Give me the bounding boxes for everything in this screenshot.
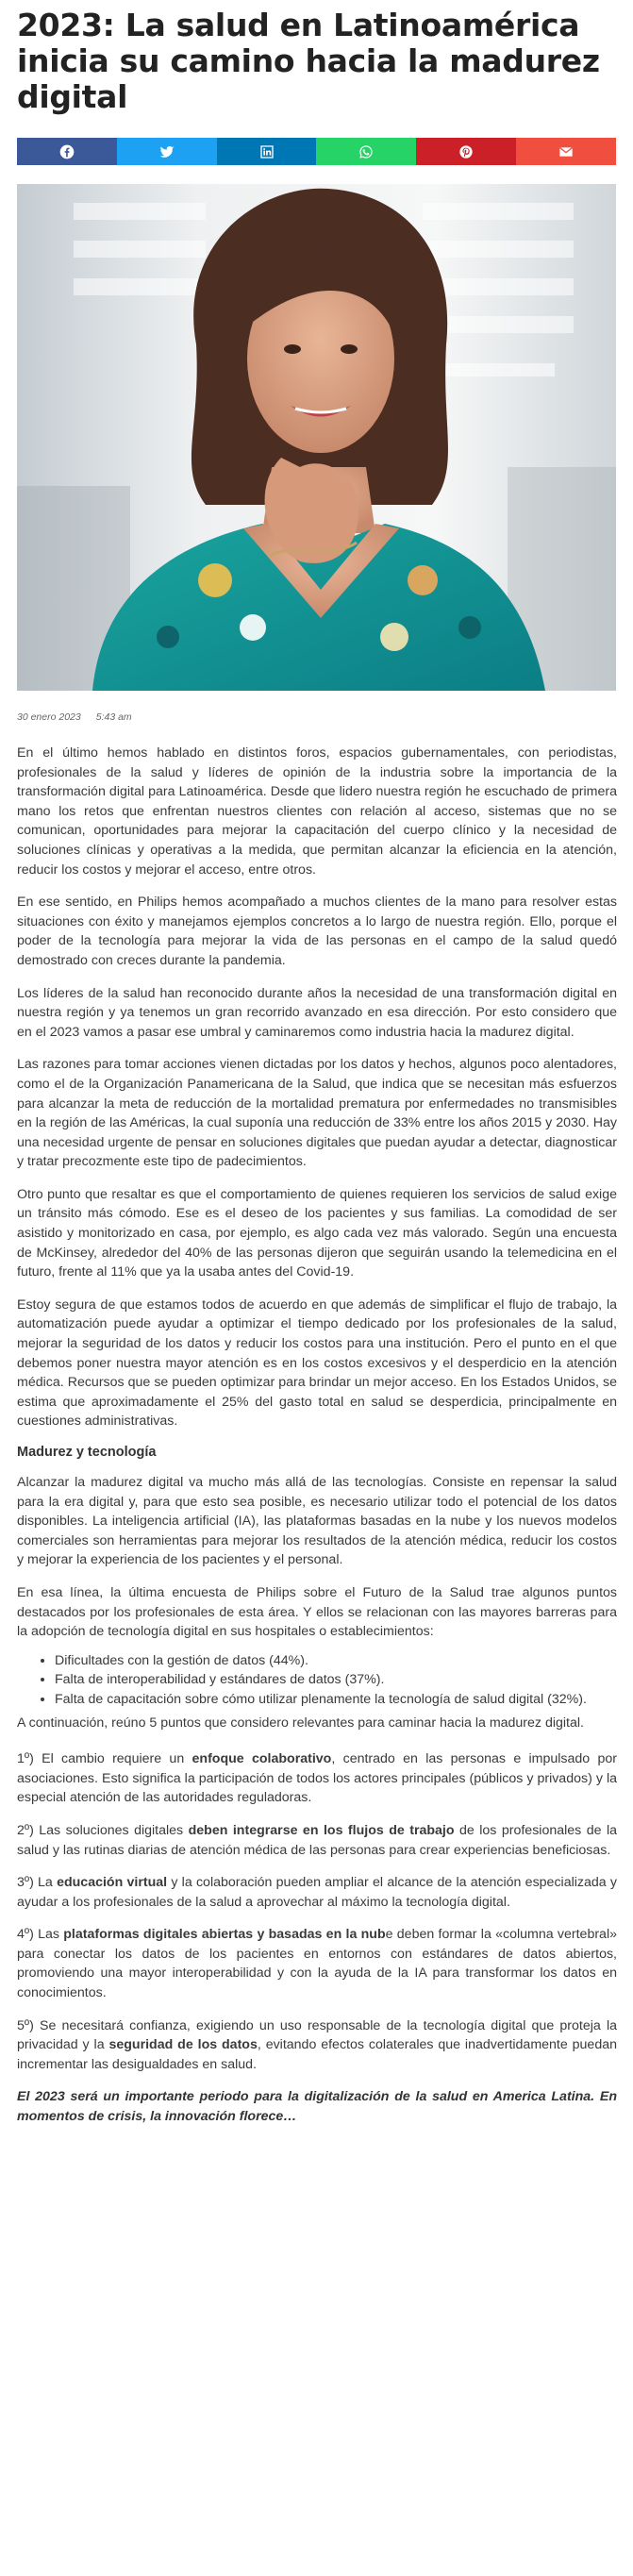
paragraph: En esa línea, la última encuesta de Philips sobre el Futuro de la Salud trae algunos puntos destacados por los profesionales de esta área. Y ellos se relacionan con las mayores barreras para la adopción de tecnología digital en sus hospitales o establecimientos: (17, 1584, 617, 1640)
paragraph: En el último hemos hablado en distintos foros, espacios gubernamentales, con periodistas, profesionales de la salud y líderes de opinión de la industria sobre la importancia de la transformación digital para Latinoamérica. Desde que lidero nuestra región he escuchado de primera mano los retos que enfrentan nuestros clientes con relación al acceso, sistemas que no se comunican, oportunidades para mejorar la capacitación del cuerpo clínico y la necesidad de soluciones clínicas y operativas a la medida, que permitan alcanzar la eficiencia en la atención, reducir los costos y mejorar el acceso, entre otros. (17, 745, 617, 878)
share-bar (17, 138, 616, 165)
article-date: 30 enero 2023 (17, 711, 81, 723)
twitter-icon (159, 144, 175, 159)
article-body (17, 744, 617, 2127)
paragraph: En ese sentido, en Philips hemos acompañado a muchos clientes de la mano para resolver estas situaciones con éxito y manejamos ejemplos concretos a lo largo de nuestra región. Ello, porque el poder de la tecnología para mejorar la vida de las personas en el campo de la salud quedó demostrado con creces durante la pandemia. (17, 895, 617, 968)
point-highlight: enfoque colaborativo (192, 1751, 332, 1767)
share-linkedin-button[interactable] (217, 138, 317, 165)
facebook-icon (59, 144, 75, 159)
list-item: • Falta de interoperabilidad y estándares de datos (37%). (55, 1670, 617, 1690)
point-1 (17, 1749, 617, 1808)
point-highlight: seguridad de los datos (108, 2037, 258, 2053)
article-hero-photo (17, 184, 616, 691)
article-time: 5:43 am (95, 711, 132, 723)
point-text: , evitando efectos colaterales que inadvertidamente puedan incrementar las desigualdades en salud. (17, 2037, 617, 2072)
point-text: y la colaboración pueden ampliar el alcance de la atención especializada y ayudar a los profesionales de la salud a aprovechar al máximo la tecnología digital. (17, 1875, 617, 1910)
point-2 (17, 1821, 617, 1860)
point-text: e deben formar la «columna vertebral» para conectar los datos de los pacientes en entornos con estándares de datos abiertos, promoviendo una mayor interoperabilidad y con la ayuda de la IA para transformar los datos en conocimientos. (17, 1927, 617, 2001)
share-facebook-button[interactable] (17, 138, 117, 165)
point-highlight: educación virtual (57, 1875, 168, 1891)
whatsapp-icon (358, 144, 374, 159)
point-text: 2º) Las soluciones digitales (17, 1822, 189, 1838)
point-text: 3º) La (17, 1875, 58, 1891)
pinterest-icon (458, 144, 474, 159)
paragraph: Las razones para tomar acciones vienen dictadas por los datos y hechos, algunos poco alentadores, como el de la Organización Panamericana de la Salud, que indica que se necesitan más esfuerzos para alcanzar la meta de reducción de la mortalidad prematura por enfermedades no transmisibles en la región de las Américas, la cual suponía una reducción de 33% entre los años 2015 y 2030. Hay una necesidad urgente de pensar en soluciones digitales que puedan ayudar a detectar, diagnosticar y tratar precozmente este tipo de padecimientos. (17, 1057, 617, 1170)
point-text: , centrado en las personas e impulsado por asociaciones. Esto significa la participación de todos los actores principales (públicos y privados) y la especial atención de las autoridades reguladoras. (17, 1751, 617, 1806)
paragraph: Estoy segura de que estamos todos de acuerdo en que además de simplificar el flujo de trabajo, la automatización puede ayudar a optimizar el tiempo dedicado por los profesionales de la salud, mejorar la seguridad de los datos y reducir los costos para una institución. Pero el punto en el que debemos poner nuestra mayor atención es en los costos excesivos y el desperdicio en la atención médica. Recursos que se pueden optimizar para brindar un mejor acceso. En los Estados Unidos, se estima que aproximadamente el 25% del gasto total en salud se desperdicia, principalmente en cuestiones administrativas. (17, 1296, 617, 1430)
article-title: 2023: La salud en Latinoamérica inicia su camino hacia la madurez digital (17, 7, 600, 115)
paragraph: Los líderes de la salud han reconocido durante años la necesidad de una transformación digital en nuestra región y ya tenemos un gran recorrido avanzado en esa dirección. Por esto considero que en el 2023 vamos a pasar ese umbral y caminaremos como industria hacia la madurez digital. (17, 985, 617, 1040)
point-highlight: deben integrarse en los flujos de trabajo (188, 1822, 455, 1838)
point-3 (17, 1873, 617, 1912)
barriers-list (17, 1651, 617, 1710)
closing-statement: El 2023 será un importante periodo para la digitalización de la salud en America Latina. En momentos de crisis, la innovación florece… (17, 2089, 617, 2125)
point-5 (17, 2016, 617, 2075)
point-4 (17, 1925, 617, 2002)
email-icon (558, 144, 574, 159)
point-text: 1º) El cambio requiere un (17, 1751, 192, 1767)
paragraph: Otro punto que resaltar es que el comportamiento de quienes requieren los servicios de salud exige un tránsito más cómodo. Ese es el deseo de los pacientes y sus familias. La comodidad de ser asistido y monitorizado en casa, por ejemplo, es algo cada vez más valorado. Según una encuesta de McKinsey, alrededor del 40% de las personas dijeron que seguirán usando la telemedicina en el futuro, frente al 11% que ya la usaba antes del Covid-19. (17, 1186, 617, 1280)
list-item: • Falta de capacitación sobre cómo utilizar plenamente la tecnología de salud digital (32%). (55, 1690, 617, 1710)
article-meta (17, 711, 631, 723)
share-pinterest-button[interactable] (416, 138, 516, 165)
list-item: • Dificultades con la gestión de datos (44%). (55, 1651, 617, 1671)
point-highlight: plataformas digitales abiertas y basadas en la nub (63, 1927, 386, 1943)
paragraph: A continuación, reúno 5 puntos que considero relevantes para caminar hacia la madurez digital. (17, 1715, 584, 1731)
share-email-button[interactable] (516, 138, 616, 165)
section-heading: Madurez y tecnología (17, 1445, 157, 1460)
point-text: de los profesionales de la salud y las rutinas diarias de atención médica de las personas para crear experiencias beneficiosas. (17, 1822, 618, 1858)
share-twitter-button[interactable] (117, 138, 217, 165)
paragraph: Alcanzar la madurez digital va mucho más allá de las tecnologías. Consiste en repensar la salud para la era digital y, para que esto sea posible, es necesario utilizar todo el potencial de los datos disponibles. La inteligencia artificial (IA), las plataformas basadas en la nube y los nuevos modelos comerciales son herramientas para mejorar los resultados de la atención médica, reducir los costos y mejorar la experiencia de los pacientes y el personal. (17, 1475, 617, 1568)
linkedin-icon (259, 144, 275, 159)
share-whatsapp-button[interactable] (316, 138, 416, 165)
article (17, 0, 631, 2127)
point-text: 4º) Las (17, 1927, 64, 1943)
point-text: 5º) Se necesitará confianza, exigiendo un uso responsable de la tecnología digital que proteja la privacidad y la (17, 2017, 617, 2053)
